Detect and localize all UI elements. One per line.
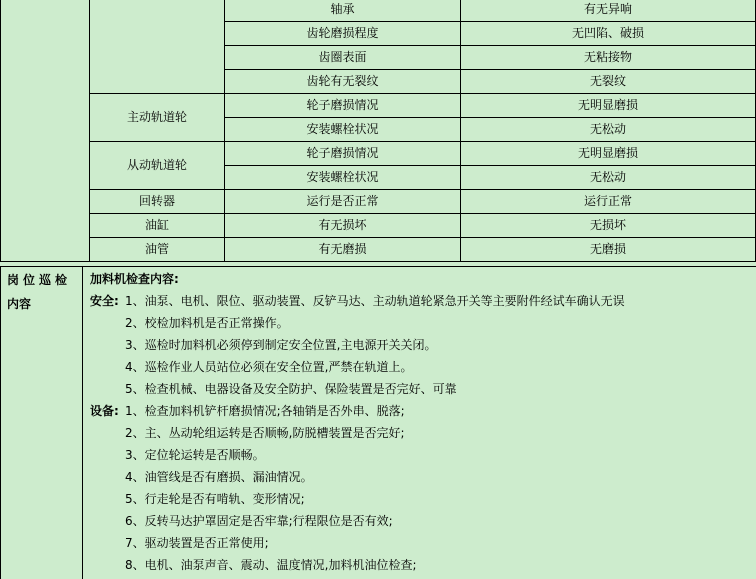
section-label [1, 267, 83, 579]
standard-cell: 无损坏 [461, 214, 756, 238]
part-cell: 油管 [90, 238, 225, 262]
safety-item: 4、巡检作业人员站位必须在安全位置,严禁在轨道上。 [125, 360, 413, 374]
standard-cell: 有无异响 [461, 0, 756, 22]
safety-item: 1、油泵、电机、限位、驱动装置、反铲马达、主动轨道轮紧急开关等主要附件经试车确认无误 [125, 294, 625, 308]
item-cell: 运行是否正常 [225, 190, 461, 214]
safety-item: 5、检查机械、电器设备及安全防护、保险装置是否完好、可靠 [125, 382, 457, 396]
item-cell: 轮子磨损情况 [225, 94, 461, 118]
standard-cell: 无粘接物 [461, 46, 756, 70]
equipment-item: 7、驱动装置是否正常使用; [125, 536, 269, 550]
item-cell: 有无损坏 [225, 214, 461, 238]
equipment-item: 5、行走轮是否有啃轨、变形情况; [125, 492, 305, 506]
table-row [1, 214, 756, 238]
section-label-line1: 岗位巡检 [7, 273, 72, 287]
equipment-item: 3、定位轮运转是否顺畅。 [125, 448, 265, 462]
inspection-table [0, 0, 756, 262]
table-row [1, 190, 756, 214]
standard-cell: 无明显磨损 [461, 94, 756, 118]
item-cell: 轴承 [225, 0, 461, 22]
content-heading: 加料机检查内容: [90, 272, 179, 286]
section-label-line2: 内容 [7, 297, 32, 311]
equipment-item: 1、检查加料机铲杆磨损情况;各轴销是否外串、脱落; [125, 404, 405, 418]
standard-cell: 运行正常 [461, 190, 756, 214]
standard-cell: 无松动 [461, 166, 756, 190]
equipment-item: 8、电机、油泵声音、震动、温度情况,加料机油位检查; [125, 558, 417, 572]
safety-item: 2、校检加料机是否正常操作。 [125, 316, 289, 330]
standard-cell: 无磨损 [461, 238, 756, 262]
equipment-item: 2、主、丛动轮组运转是否顺畅,防脱槽装置是否完好; [125, 426, 405, 440]
equipment-item: 4、油管线是否有磨损、漏油情况。 [125, 470, 313, 484]
part-cell: 从动轨道轮 [90, 142, 225, 190]
table-row [1, 94, 756, 118]
item-cell: 有无磨损 [225, 238, 461, 262]
part-cell: 主动轨道轮 [90, 94, 225, 142]
item-cell: 安装螺栓状况 [225, 118, 461, 142]
table-row [1, 0, 756, 22]
part-cell: 油缸 [90, 214, 225, 238]
item-cell: 安装螺栓状况 [225, 166, 461, 190]
table-row [1, 238, 756, 262]
equipment-item: 6、反转马达护罩固定是否牢靠;行程限位是否有效; [125, 514, 393, 528]
part-cell: 回转器 [90, 190, 225, 214]
item-cell: 轮子磨损情况 [225, 142, 461, 166]
equipment-label: 设备: [90, 404, 119, 418]
table-row [1, 142, 756, 166]
standard-cell: 无明显磨损 [461, 142, 756, 166]
safety-label: 安全: [90, 294, 119, 308]
part-cell [90, 0, 225, 94]
inspection-content-section [0, 266, 756, 579]
item-cell: 齿轮磨损程度 [225, 22, 461, 46]
standard-cell: 无裂纹 [461, 70, 756, 94]
item-cell: 齿轮有无裂纹 [225, 70, 461, 94]
safety-item: 3、巡检时加料机必须停到制定安全位置,主电源开关关闭。 [125, 338, 437, 352]
standard-cell: 无松动 [461, 118, 756, 142]
left-margin-cell [1, 0, 90, 262]
standard-cell: 无凹陷、破损 [461, 22, 756, 46]
item-cell: 齿圈表面 [225, 46, 461, 70]
